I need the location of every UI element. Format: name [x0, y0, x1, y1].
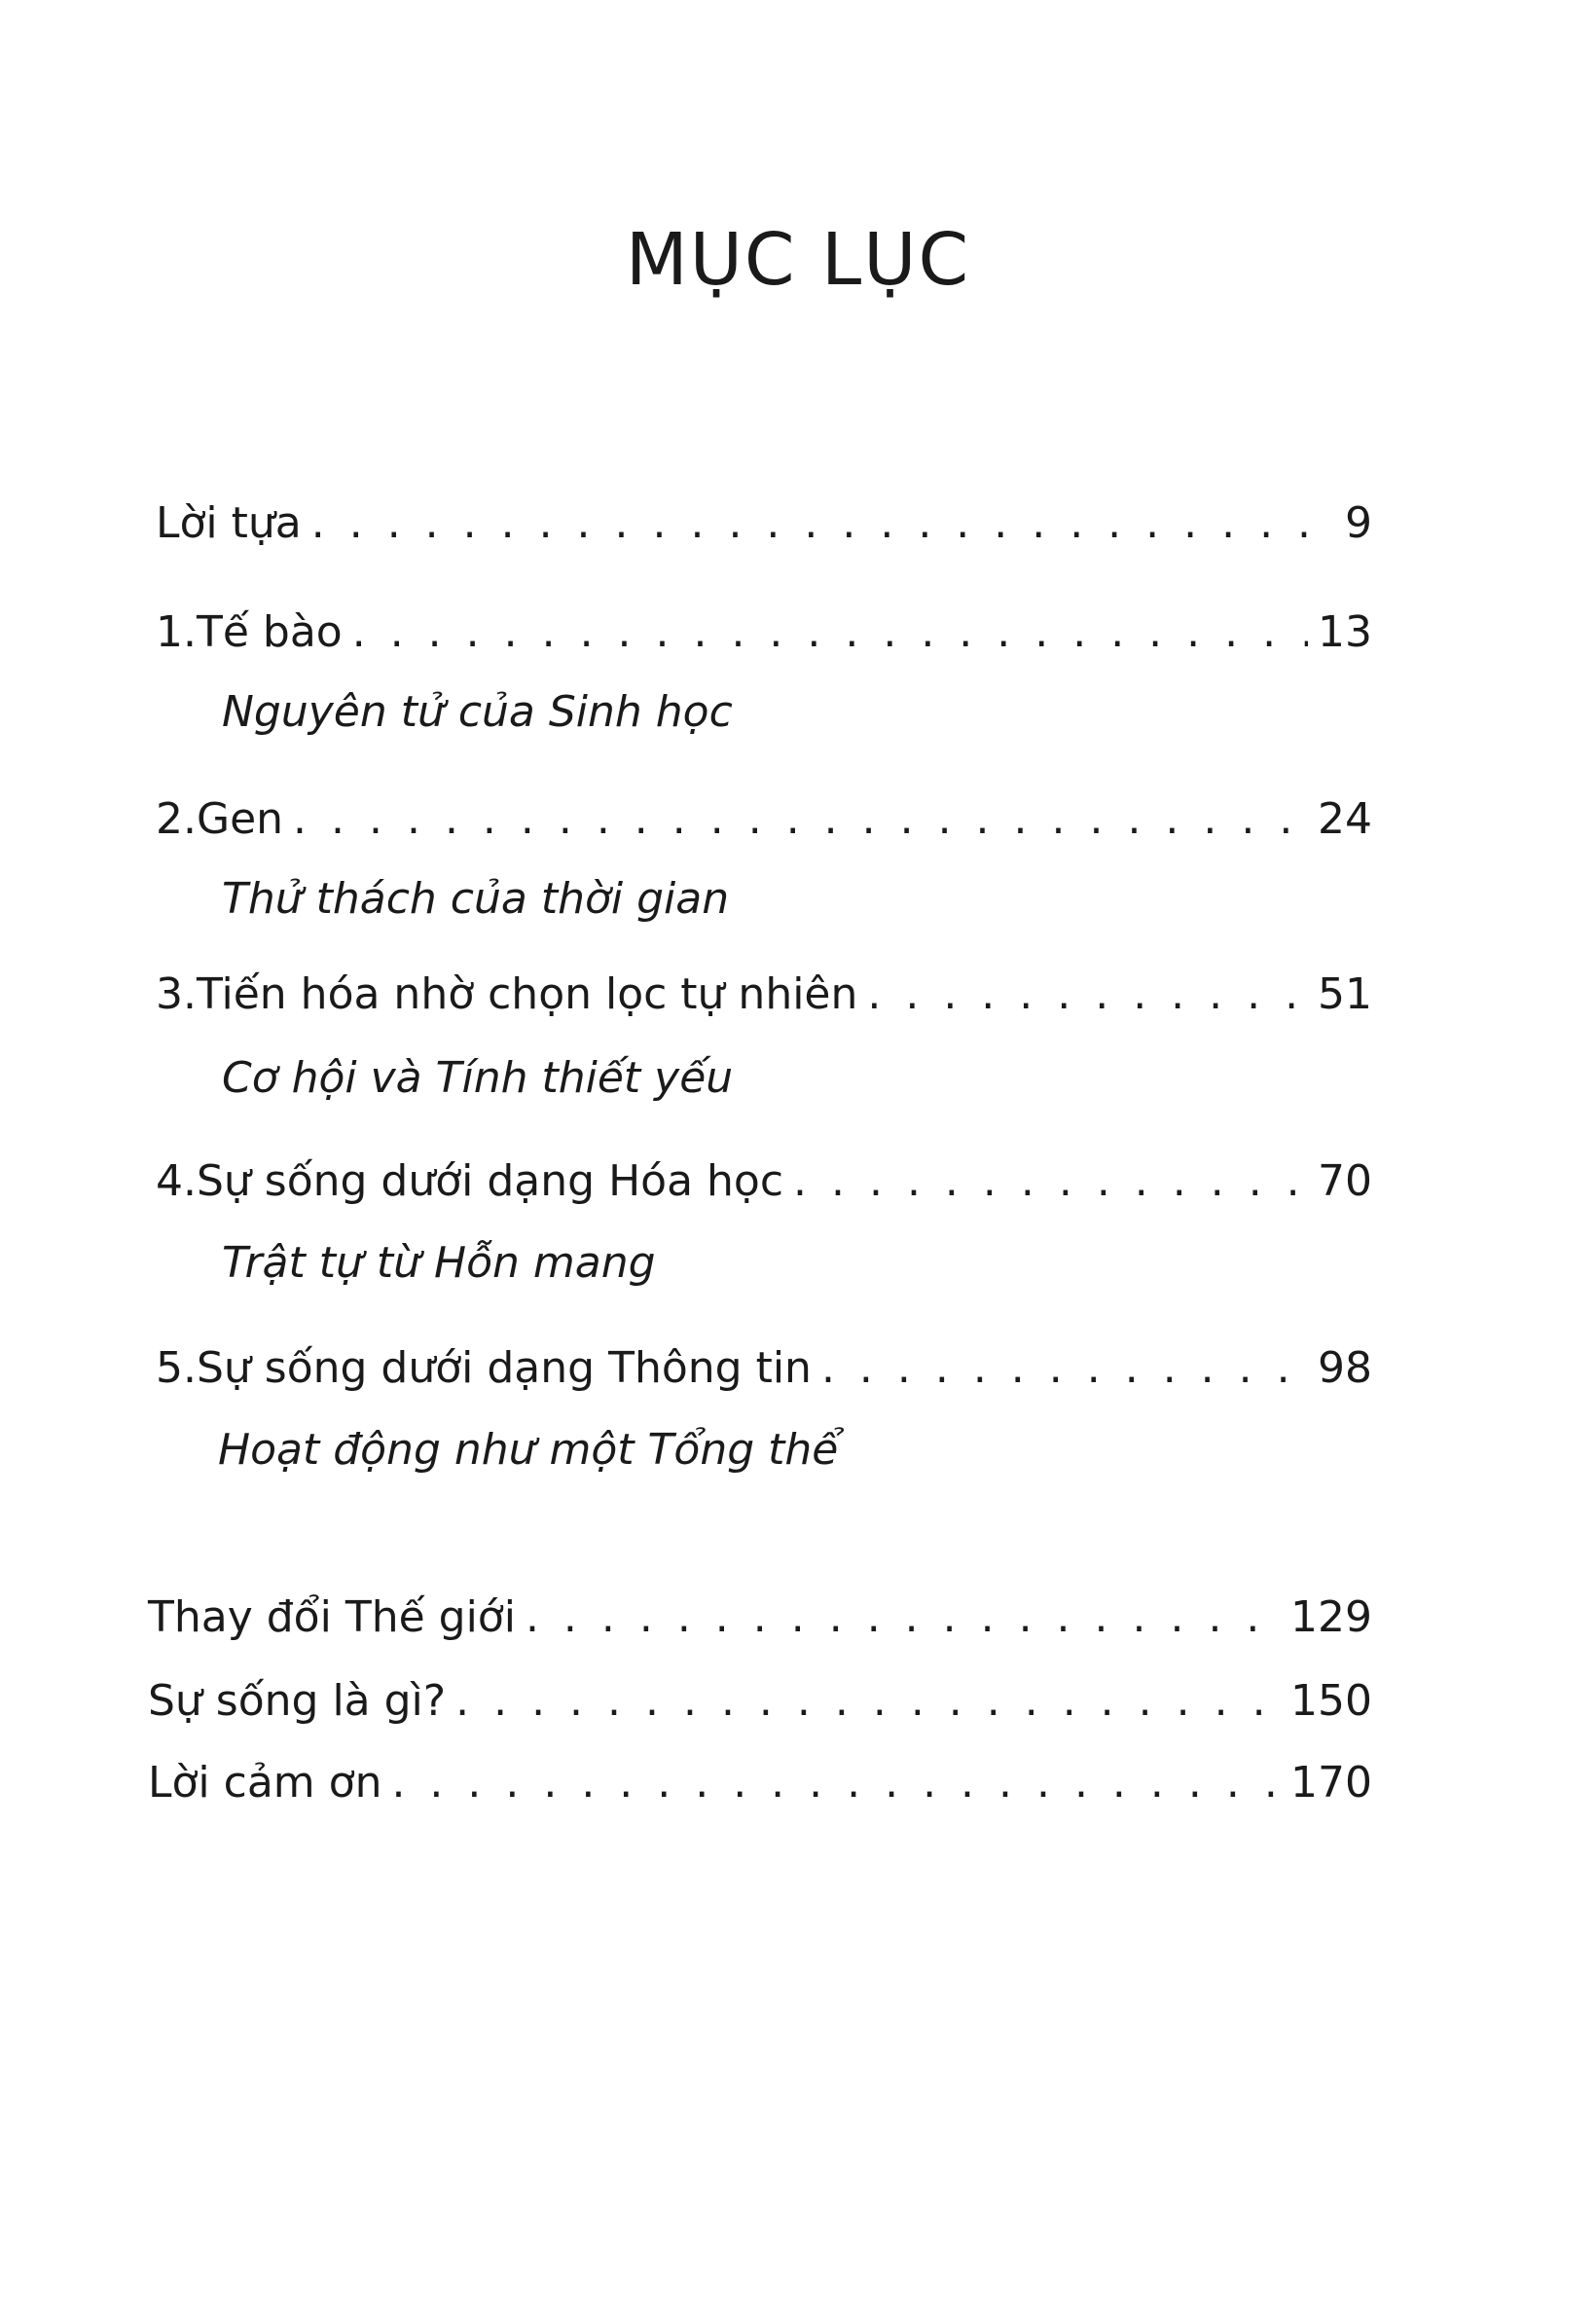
toc-entry-label: Lời tựa — [156, 498, 302, 548]
toc-entry-page: 24 — [1318, 794, 1372, 844]
toc-entry-chapter-4 — [156, 1152, 1372, 1211]
toc-entry-subtitle: Cơ hội và Tính thiết yếu — [222, 1053, 734, 1103]
toc-entry-page: 9 — [1345, 498, 1372, 548]
toc-entry-page: 98 — [1318, 1343, 1372, 1393]
toc-entry-number: 5. — [156, 1343, 197, 1393]
toc-leader-dots — [867, 966, 1308, 1024]
toc-entry-number: 1. — [156, 607, 197, 657]
toc-entry-preface — [156, 494, 1372, 553]
toc-entry-page: 150 — [1290, 1676, 1372, 1726]
toc-entry-page: 13 — [1318, 607, 1372, 657]
toc-entry-label: Sự sống dưới dạng Hóa học — [196, 1156, 784, 1206]
toc-entry-chapter-2 — [156, 790, 1372, 849]
toc-entry-chapter-5 — [156, 1339, 1372, 1398]
toc-entry-page: 129 — [1290, 1592, 1372, 1642]
toc-entry-label: Gen — [196, 794, 284, 844]
toc-entry-page: 51 — [1318, 969, 1372, 1019]
toc-leader-dots — [793, 1152, 1308, 1211]
toc-entry-subtitle: Nguyên tử của Sinh học — [222, 687, 733, 737]
toc-entry-changing-world — [148, 1589, 1372, 1647]
toc-entry-subtitle: Hoạt động như một Tổng thể — [218, 1425, 839, 1475]
toc-entry-number: 4. — [156, 1156, 197, 1206]
toc-entry-page: 170 — [1290, 1758, 1372, 1808]
toc-entry-number: 2. — [156, 794, 197, 844]
toc-entry-number: 3. — [156, 969, 197, 1019]
toc-entry-page: 70 — [1318, 1156, 1372, 1206]
toc-entry-subtitle: Trật tự từ Hỗn mang — [222, 1238, 656, 1288]
toc-entry-chapter-1 — [156, 603, 1372, 662]
toc-entry-label: Thay đổi Thế giới — [148, 1592, 516, 1642]
page-title: MỤC LỤC — [625, 218, 971, 302]
toc-entry-chapter-3 — [156, 966, 1372, 1024]
toc-entry-what-is-life — [148, 1672, 1372, 1731]
toc-entry-label: Sự sống dưới dạng Thông tin — [196, 1343, 812, 1393]
toc-leader-dots — [455, 1672, 1281, 1731]
toc-leader-dots — [391, 1754, 1281, 1812]
toc-entry-subtitle: Thử thách của thời gian — [222, 874, 730, 924]
toc-leader-dots — [352, 603, 1308, 662]
toc-entry-label: Lời cảm ơn — [148, 1758, 382, 1808]
toc-leader-dots — [526, 1589, 1281, 1647]
toc-entry-acknowledgements — [148, 1754, 1372, 1812]
toc-leader-dots — [311, 494, 1335, 553]
toc-entry-label: Tiến hóa nhờ chọn lọc tự nhiên — [196, 969, 858, 1019]
toc-entry-label: Tế bào — [196, 607, 343, 657]
toc-leader-dots — [293, 790, 1308, 849]
toc-entry-label: Sự sống là gì? — [148, 1676, 447, 1726]
toc-leader-dots — [821, 1339, 1308, 1398]
